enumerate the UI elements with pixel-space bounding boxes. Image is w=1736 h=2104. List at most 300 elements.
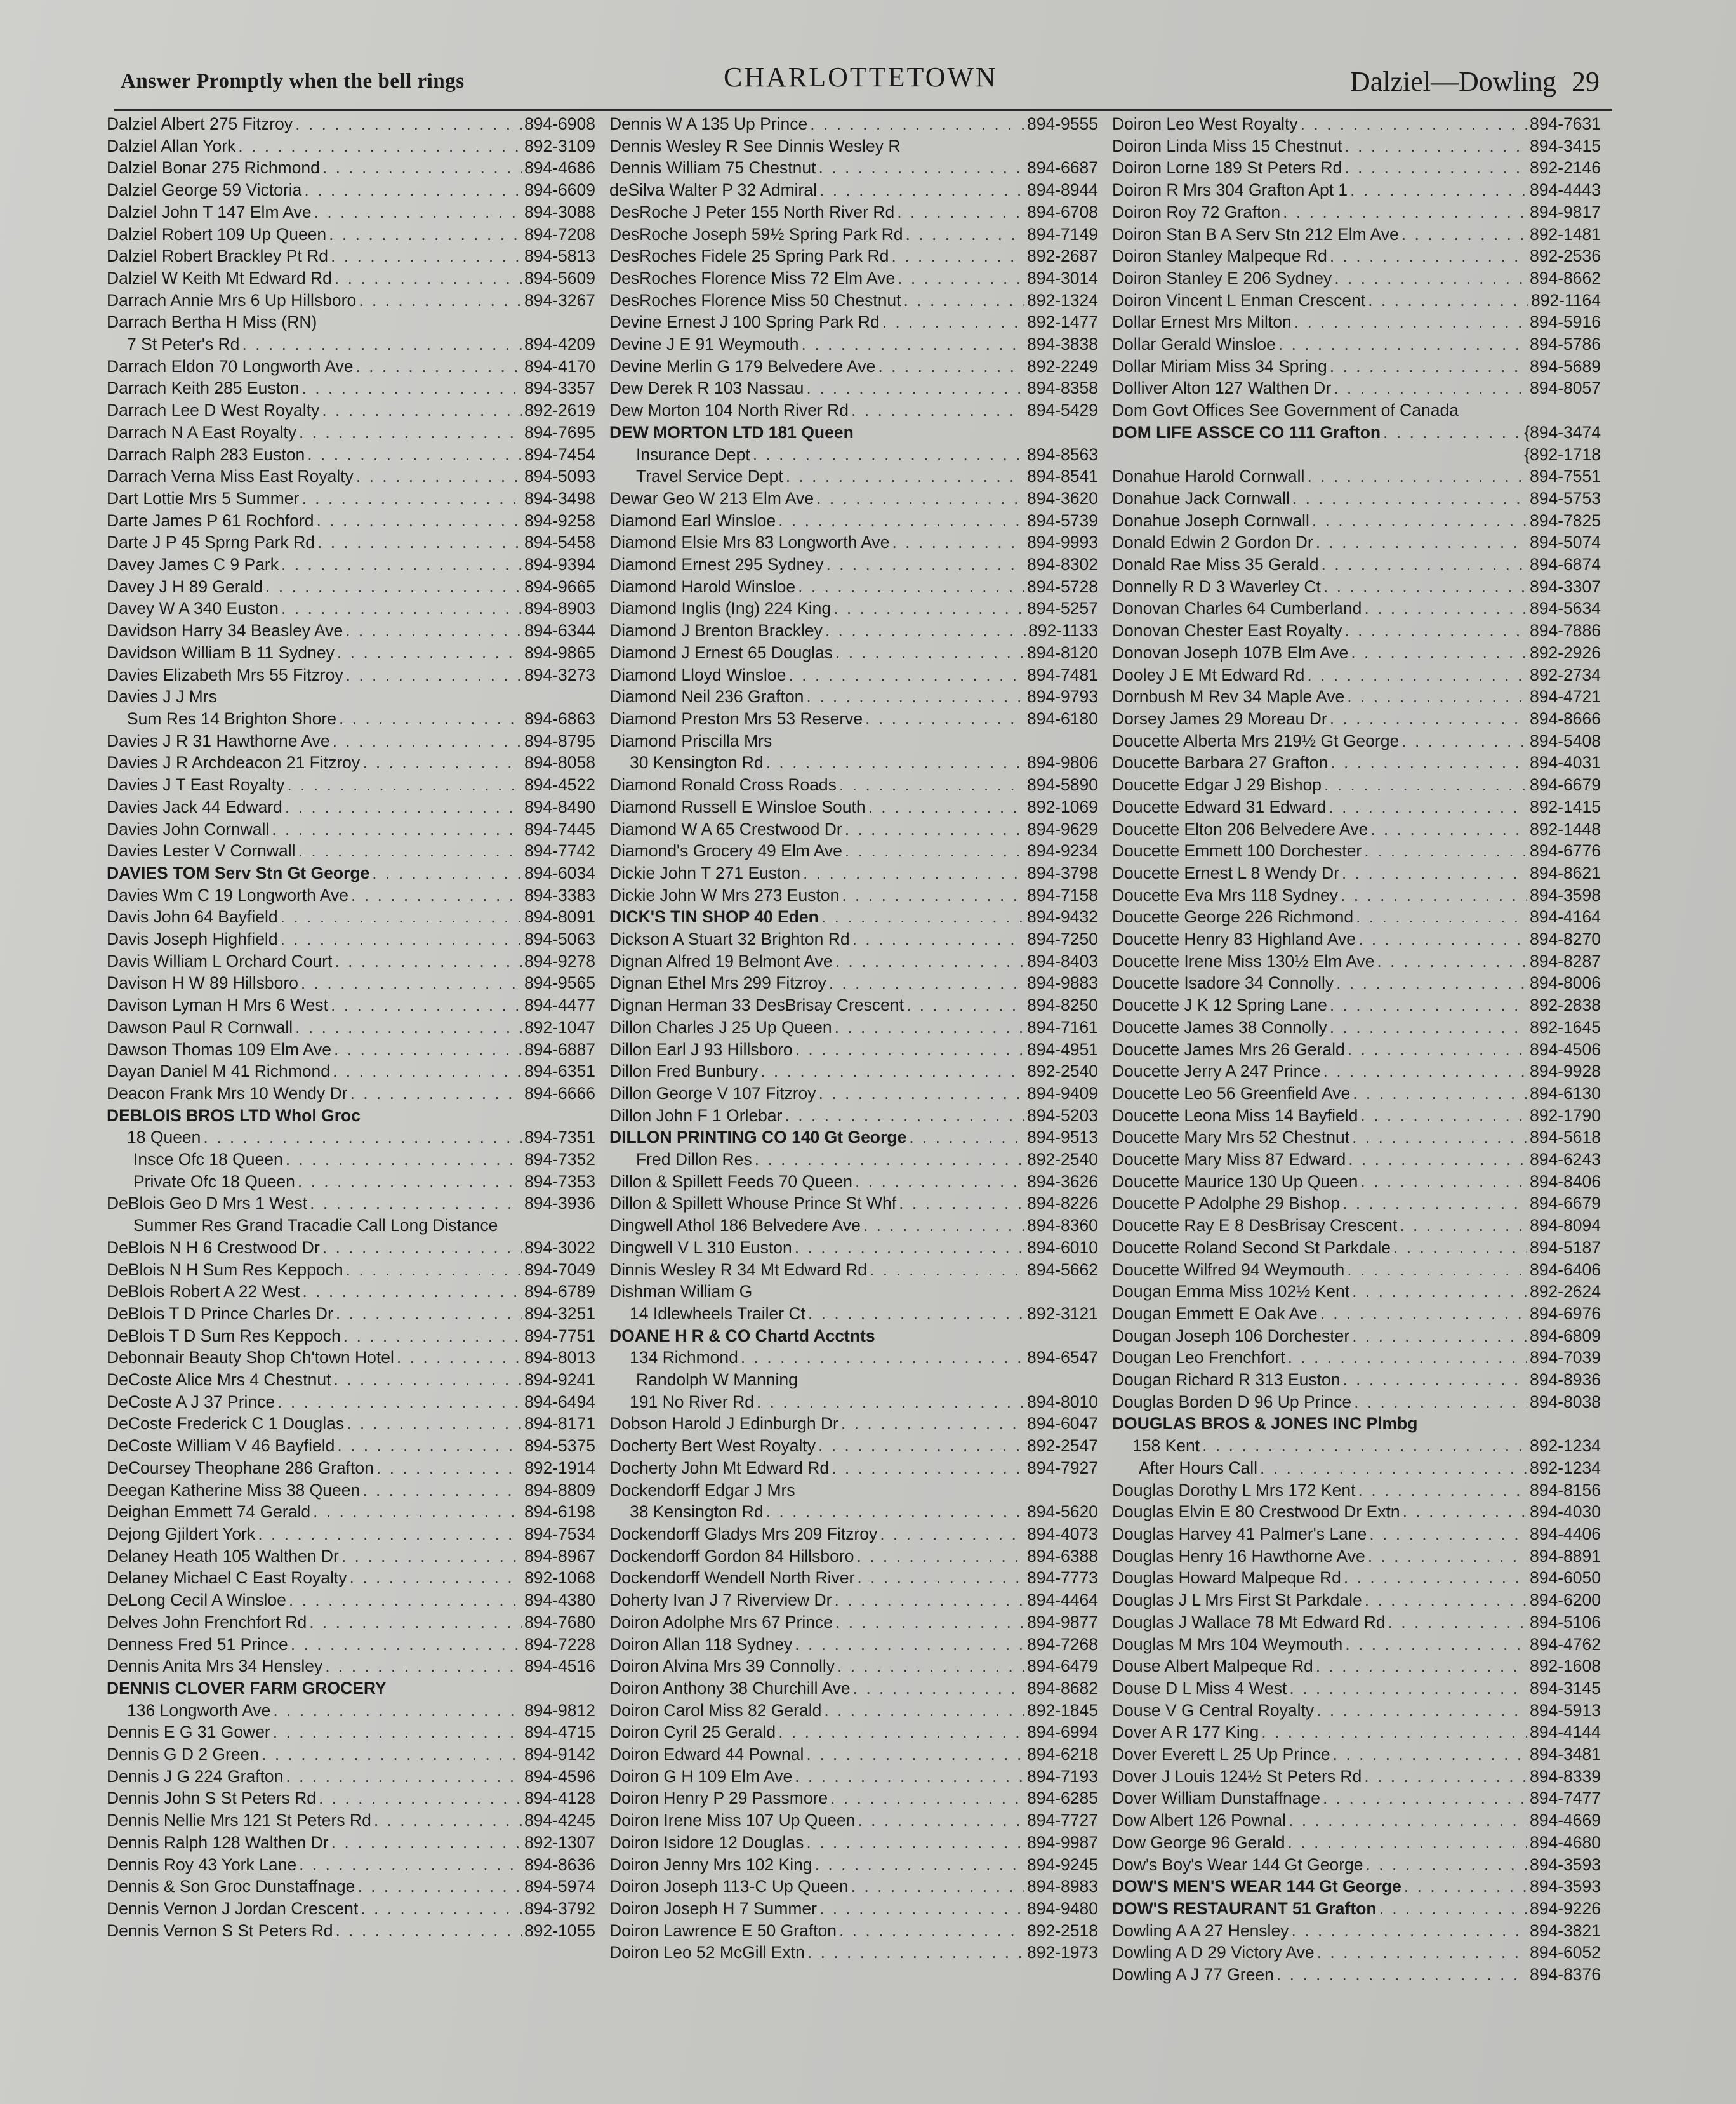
phone-number: 894-6809 [1530, 1326, 1601, 1345]
listing-entry [107, 1413, 595, 1435]
phone-number: 892-2838 [1530, 995, 1601, 1015]
listing-sub-entry [609, 1369, 1098, 1391]
listing-name: Doiron Stanley Malpeque Rd [1112, 246, 1327, 266]
listing-entry [107, 1325, 595, 1347]
listing-name: Dickie John W Mrs 273 Euston [609, 885, 840, 905]
leader-dots [741, 1347, 1024, 1369]
leader-dots [1360, 1105, 1527, 1127]
header-city: CHARLOTTETOWN [724, 62, 998, 93]
leader-dots [281, 906, 522, 928]
leader-dots [1323, 1787, 1527, 1809]
leader-dots [1347, 686, 1527, 708]
listing-entry [1112, 1105, 1601, 1127]
phone-number: 894-6776 [1530, 841, 1601, 861]
leader-dots [857, 1567, 1024, 1589]
leader-dots [334, 1039, 522, 1061]
leader-dots [1404, 1875, 1527, 1898]
leader-dots [1352, 1325, 1527, 1347]
listing-entry [107, 1259, 595, 1281]
phone-number: 894-6708 [1027, 202, 1098, 222]
listing-entry [609, 1435, 1098, 1457]
listing-sub-entry [609, 1149, 1098, 1171]
phone-number: 892-1068 [524, 1568, 595, 1588]
leader-dots [295, 1016, 522, 1039]
phone-number: 892-1069 [1027, 797, 1098, 816]
listing-name: Doiron Carol Miss 82 Gerald [609, 1700, 822, 1720]
listing-name: Doiron Jenny Mrs 102 King [609, 1854, 812, 1874]
listing-entry [107, 1589, 595, 1611]
listing-name: 136 Longworth Ave [127, 1700, 271, 1720]
listing-entry [1112, 113, 1601, 135]
phone-number: 894-7351 [524, 1128, 595, 1147]
listing-entry [1112, 554, 1601, 576]
phone-number: 894-6887 [524, 1039, 595, 1059]
leader-dots [1320, 1303, 1527, 1325]
listing-heading: DEBLOIS BROS LTD Whol Groc [107, 1105, 361, 1125]
phone-number: 894-6218 [1027, 1745, 1098, 1764]
leader-dots [1347, 1259, 1527, 1281]
phone-number: 892-2619 [524, 401, 595, 420]
phone-number: 892-1790 [1530, 1105, 1601, 1125]
leader-dots [350, 1567, 522, 1589]
listing-entry [609, 1941, 1098, 1964]
leader-dots [376, 1457, 522, 1479]
phone-number: 894-5093 [524, 467, 595, 486]
listing-heading: Dom Govt Offices See Government of Canada [1112, 401, 1459, 420]
leader-dots [897, 201, 1024, 223]
leader-dots [1358, 928, 1527, 950]
listing-name: DeBlois N H Sum Res Keppoch [107, 1260, 343, 1279]
listing-entry [609, 686, 1098, 708]
listing-continuation [609, 1347, 1098, 1369]
listing-name: Dewar Geo W 213 Elm Ave [609, 488, 814, 508]
listing-name: Dennis W A 135 Up Prince [609, 114, 808, 133]
listing-name: Donovan Chester East Royalty [1112, 621, 1342, 641]
leader-dots [851, 399, 1024, 422]
phone-number: 894-3598 [1530, 885, 1601, 905]
listing-entry [1112, 1126, 1601, 1149]
listing-entry [107, 1721, 595, 1743]
listing-name: Davies John Cornwall [107, 819, 270, 839]
listing-name: Dennis Vernon S St Peters Rd [107, 1921, 333, 1940]
leader-dots [1323, 576, 1527, 598]
phone-number: 892-2687 [1027, 246, 1098, 266]
listing-name: Doiron Stanley E 206 Sydney [1112, 268, 1332, 288]
listing-entry [1112, 1787, 1601, 1809]
listing-name: DeBlois Geo D Mrs 1 West [107, 1194, 308, 1213]
phone-number: 894-4715 [524, 1722, 595, 1742]
listing-entry [609, 179, 1098, 201]
phone-number: 894-4245 [524, 1811, 595, 1830]
phone-number: 894-9513 [1027, 1128, 1098, 1147]
leader-dots [806, 377, 1024, 399]
leader-dots [1289, 1677, 1527, 1700]
listing-entry [107, 531, 595, 554]
listing-entry [1112, 774, 1601, 796]
listing-name: Dinnis Wesley R 34 Mt Edward Rd [609, 1260, 867, 1279]
phone-number: 892-2547 [1027, 1436, 1098, 1456]
phone-number: 894-9883 [1027, 973, 1098, 993]
leader-dots [345, 620, 522, 642]
leader-dots [1323, 1060, 1527, 1082]
listing-entry [1112, 796, 1601, 818]
leader-dots [904, 290, 1024, 312]
phone-number: 894-3145 [1530, 1678, 1601, 1698]
leader-dots [1317, 1941, 1527, 1964]
listing-entry [1112, 884, 1601, 907]
listing-name: Douglas Dorothy L Mrs 172 Kent [1112, 1480, 1356, 1500]
phone-number: 894-7445 [524, 819, 595, 839]
phone-number: 894-4030 [1530, 1502, 1601, 1522]
listing-name: Dobson Harold J Edinburgh Dr [609, 1414, 838, 1434]
phone-number: 894-8983 [1027, 1877, 1098, 1896]
listing-entry [107, 1479, 595, 1501]
listing-name: Delaney Michael C East Royalty [107, 1568, 347, 1588]
leader-dots [832, 1457, 1024, 1479]
leader-dots [329, 223, 522, 246]
leader-dots [262, 1743, 522, 1766]
listing-entry [609, 642, 1098, 664]
listing-name: DeBlois T D Sum Res Keppoch [107, 1326, 341, 1345]
leader-dots [1330, 994, 1527, 1016]
phone-number: 894-5063 [524, 929, 595, 949]
phone-number: 894-3415 [1530, 136, 1601, 156]
leader-dots [837, 1655, 1024, 1677]
leader-dots [841, 1413, 1024, 1435]
listing-entry [107, 950, 595, 973]
listing-entry [1112, 223, 1601, 246]
phone-number: 894-9278 [524, 951, 595, 971]
leader-dots [1353, 1082, 1527, 1105]
listing-entry [107, 752, 595, 774]
listing-name: Doucette P Adolphe 29 Bishop [1112, 1194, 1341, 1213]
listing-name: Davey W A 340 Euston [107, 599, 279, 618]
listing-entry [609, 311, 1098, 333]
leader-dots [798, 576, 1024, 598]
leader-dots [1294, 311, 1527, 333]
listing-name: Davey James C 9 Park [107, 555, 279, 575]
listing-entry [609, 223, 1098, 246]
listing-name: DeCoste Frederick C 1 Douglas [107, 1414, 345, 1434]
leader-dots [1342, 1369, 1527, 1391]
phone-number: 894-9258 [524, 510, 595, 530]
listing-name: Dowling A A 27 Hensley [1112, 1921, 1289, 1940]
phone-number: 894-4144 [1530, 1722, 1601, 1742]
listing-name: Denness Fred 51 Prince [107, 1634, 288, 1654]
listing-name: Davis William L Orchard Court [107, 951, 333, 971]
leader-dots [341, 1545, 522, 1568]
listing-column-2 [609, 113, 1098, 1964]
listing-name: Doiron G H 109 Elm Ave [609, 1766, 793, 1786]
listing-entry [609, 840, 1098, 862]
listing-name: Doucette Irene Miss 130½ Elm Ave [1112, 951, 1375, 971]
listing-name: Deacon Frank Mrs 10 Wendy Dr [107, 1083, 348, 1103]
listing-name: Doucette George 226 Richmond [1112, 907, 1354, 927]
listing-name: Dennis & Son Groc Dunstaffnage [107, 1877, 355, 1896]
listing-name: Diamond Lloyd Winsloe [609, 665, 786, 684]
listing-name: Darrach Verna Miss East Royalty [107, 467, 354, 486]
listing-name: DeBlois N H 6 Crestwood Dr [107, 1237, 320, 1257]
phone-number: 894-3014 [1027, 268, 1098, 288]
leader-dots [374, 1809, 522, 1832]
listing-entry [609, 554, 1098, 576]
phone-number: 894-8302 [1027, 555, 1098, 575]
listing-entry [107, 862, 595, 884]
listing-name: Doiron Linda Miss 15 Chestnut [1112, 136, 1342, 156]
phone-number: 892-2249 [1027, 356, 1098, 376]
leader-dots [335, 950, 522, 973]
phone-number: 894-8682 [1027, 1678, 1098, 1698]
listing-name: Dowling A J 77 Green [1112, 1965, 1274, 1985]
phone-number: 894-9555 [1027, 114, 1098, 133]
leader-dots [806, 1832, 1024, 1854]
listing-name: Donald Edwin 2 Gordon Dr [1112, 533, 1313, 552]
leader-dots [304, 179, 522, 201]
listing-name: Darte J P 45 Sprng Park Rd [107, 533, 315, 552]
leader-dots [1316, 1700, 1527, 1722]
leader-dots [878, 356, 1024, 378]
listing-entry [1112, 135, 1601, 157]
listing-entry [107, 1787, 595, 1809]
phone-number: 894-3088 [524, 202, 595, 222]
listing-name: Diamond Russell E Winsloe South [609, 797, 866, 816]
listing-sub-entry [1112, 1457, 1601, 1479]
leader-dots [346, 664, 522, 686]
phone-number: 894-5813 [524, 246, 595, 266]
listing-name: 158 Kent [1132, 1436, 1200, 1456]
phone-number: 894-6052 [1530, 1943, 1601, 1962]
listing-entry [609, 1523, 1098, 1545]
listing-entry [609, 928, 1098, 950]
phone-number: 894-6406 [1530, 1260, 1601, 1279]
listing-name: Delaney Heath 105 Walthen Dr [107, 1546, 339, 1566]
phone-number: 892-1481 [1530, 224, 1601, 244]
phone-number: 894-8944 [1027, 180, 1098, 200]
phone-number: 892-1133 [1028, 621, 1098, 641]
leader-dots [310, 1192, 522, 1215]
leader-dots [1393, 1237, 1527, 1259]
listing-name: Darrach N A East Royalty [107, 422, 296, 442]
leader-dots [810, 113, 1024, 135]
listing-entry [107, 113, 595, 135]
phone-number: 894-8795 [524, 731, 595, 750]
leader-dots [1261, 1721, 1527, 1743]
phone-number: 894-9480 [1027, 1898, 1098, 1918]
listing-entry [107, 1920, 595, 1942]
listing-entry [609, 510, 1098, 532]
phone-number: 892-1645 [1530, 1017, 1601, 1037]
phone-number: 894-7161 [1027, 1017, 1098, 1037]
listing-entry [609, 356, 1098, 378]
leader-dots [339, 708, 522, 730]
header-range-text: Dalziel—Dowling [1349, 65, 1556, 97]
phone-number: 894-9565 [524, 973, 595, 993]
listing-name: Doiron R Mrs 304 Grafton Apt 1 [1112, 180, 1348, 200]
listing-name: Dingwell Athol 186 Belvedere Ave [609, 1216, 861, 1235]
phone-number: 894-4516 [524, 1656, 595, 1676]
leader-dots [830, 1787, 1024, 1809]
listing-entry [609, 1655, 1098, 1677]
phone-number: 894-7534 [524, 1524, 595, 1543]
leader-dots [307, 444, 522, 466]
listing-name: DeCoursey Theophane 286 Grafton [107, 1458, 374, 1477]
leader-dots [1276, 1964, 1527, 1986]
listing-entry [609, 1105, 1098, 1127]
leader-dots [281, 928, 522, 950]
leader-dots [298, 840, 522, 862]
listing-name: deSilva Walter P 32 Admiral [609, 180, 817, 200]
leader-dots [337, 642, 522, 664]
listing-heading: Davies J J Mrs [107, 687, 217, 707]
listing-name: Delves John Frenchfort Rd [107, 1612, 307, 1632]
listing-continuation [107, 708, 595, 730]
phone-number: 894-6679 [1530, 1194, 1601, 1213]
listing-name: Dillon George V 107 Fitzroy [609, 1083, 816, 1103]
leader-dots [362, 752, 522, 774]
leader-dots [898, 267, 1024, 290]
listing-entry [107, 576, 595, 598]
listing-name: Darrach Eldon 70 Longworth Ave [107, 356, 354, 376]
listing-entry [107, 444, 595, 466]
listing-name: Dillon Charles J 25 Up Queen [609, 1017, 832, 1037]
listing-entry [107, 1082, 595, 1105]
phone-number: 894-6679 [1530, 775, 1601, 795]
listing-name: Dennis Roy 43 York Lane [107, 1854, 297, 1874]
listing-heading: Dockendorff Edgar J Mrs [609, 1480, 795, 1500]
listing-name: Dockendorff Wendell North River [609, 1568, 855, 1588]
listing-entry [1112, 686, 1601, 708]
phone-number: 892-1234 [1530, 1436, 1601, 1456]
listing-sub-entry [609, 465, 1098, 488]
listing-name: Dennis John S St Peters Rd [107, 1788, 316, 1808]
listing-entry [1112, 290, 1601, 312]
leader-dots [1364, 597, 1527, 620]
phone-number: 894-3498 [524, 488, 595, 508]
phone-number: 894-9394 [524, 555, 595, 575]
listing-entry [107, 1281, 595, 1303]
leader-dots [322, 1237, 522, 1259]
listing-name: Diamond Ronald Cross Roads [609, 775, 837, 795]
listing-name: Doucette Elton 206 Belvedere Ave [1112, 819, 1368, 839]
listing-entry [609, 1039, 1098, 1061]
phone-number: 894-6874 [1530, 555, 1601, 575]
phone-number: 894-7228 [524, 1634, 595, 1654]
listing-entry [609, 1457, 1098, 1479]
listing-entry [609, 1567, 1098, 1589]
phone-number: 894-3936 [524, 1194, 595, 1213]
listing-name: Doiron Anthony 38 Churchill Ave [609, 1678, 851, 1698]
leader-dots [336, 1303, 522, 1325]
phone-number: 894-7353 [524, 1171, 595, 1191]
listing-entry [1112, 1700, 1601, 1722]
phone-number: 894-9629 [1027, 819, 1098, 839]
listing-name: Douglas M Mrs 104 Weymouth [1112, 1634, 1343, 1654]
listing-name: Dow Albert 126 Pownal [1112, 1811, 1286, 1830]
phone-number: 894-3593 [1530, 1877, 1601, 1896]
listing-entry [1112, 928, 1601, 950]
listing-name: Doiron Allan 118 Sydney [609, 1634, 793, 1654]
phone-number: 894-4464 [1027, 1590, 1098, 1610]
leader-dots [1288, 1347, 1527, 1369]
leader-dots [906, 994, 1024, 1016]
phone-number: 892-3121 [1027, 1303, 1098, 1323]
phone-number: 894-6034 [524, 863, 595, 882]
leader-dots [1352, 1126, 1527, 1149]
listing-name: Doucette Leona Miss 14 Bayfield [1112, 1105, 1358, 1125]
phone-number: 894-4128 [524, 1788, 595, 1808]
listing-entry [107, 730, 595, 752]
listing-name: Dawson Thomas 109 Elm Ave [107, 1039, 332, 1059]
leader-dots [819, 1898, 1024, 1920]
listing-name: Dickie John T 271 Euston [609, 863, 801, 882]
listing-entry [107, 664, 595, 686]
leader-dots [835, 1589, 1025, 1611]
phone-number: 894-7680 [524, 1612, 595, 1632]
listing-entry [1112, 1743, 1601, 1766]
phone-number: {892-1718 [1524, 444, 1601, 464]
phone-number: 892-1608 [1530, 1656, 1601, 1676]
listing-entry [107, 1457, 595, 1479]
listing-entry [609, 1192, 1098, 1215]
listing-heading: Dennis Wesley R See Dinnis Wesley R [609, 136, 901, 156]
leader-dots [317, 531, 522, 554]
listing-name: DeCoste William V 46 Bayfield [107, 1436, 335, 1456]
leader-dots [868, 796, 1024, 818]
leader-dots [766, 752, 1024, 774]
leader-dots [819, 157, 1025, 179]
listing-entry [1112, 664, 1601, 686]
leader-dots [906, 223, 1024, 246]
leader-dots [1342, 1192, 1527, 1215]
listing-name: Doiron Lawrence E 50 Grafton [609, 1921, 837, 1940]
phone-number: 894-9928 [1530, 1062, 1601, 1081]
listing-entry [1112, 356, 1601, 378]
listing-name: Dennis William 75 Chestnut [609, 158, 816, 178]
phone-number: 894-5429 [1027, 401, 1098, 420]
listing-name: Davis Joseph Highfield [107, 929, 278, 949]
listing-entry [107, 157, 595, 179]
phone-number: 894-7751 [524, 1326, 595, 1345]
phone-number: 894-5890 [1027, 775, 1098, 795]
listing-sub-entry [609, 444, 1098, 466]
listing-entry [1112, 488, 1601, 510]
leader-dots [816, 488, 1024, 510]
phone-number: 894-5728 [1027, 576, 1098, 596]
phone-number: 892-1973 [1027, 1943, 1098, 1962]
leader-dots [835, 1611, 1024, 1634]
leader-dots [1368, 1545, 1527, 1568]
listing-name: Dalziel Robert Brackley Pt Rd [107, 246, 329, 266]
listing-entry [609, 1082, 1098, 1105]
listing-heading: DOUGLAS BROS & JONES INC Plmbg [1112, 1414, 1418, 1434]
leader-dots [1370, 818, 1527, 841]
leader-dots [1329, 796, 1527, 818]
listing-name: Doucette Roland Second St Parkdale [1112, 1237, 1391, 1257]
leader-dots [909, 1126, 1024, 1149]
listing-entry [107, 620, 595, 642]
listing-entry [1112, 465, 1601, 488]
listing-name: DOW'S RESTAURANT 51 Grafton [1112, 1898, 1377, 1918]
leader-dots [331, 1832, 522, 1854]
phone-number: 894-6863 [524, 709, 595, 728]
phone-number: 894-8006 [1530, 973, 1601, 993]
listing-name: Diamond J Ernest 65 Douglas [609, 643, 833, 662]
listing-entry [1112, 1192, 1601, 1215]
leader-dots [1341, 884, 1527, 907]
listing-column-1 [107, 113, 595, 1941]
listing-name: Dignan Ethel Mrs 299 Fitzroy [609, 973, 826, 993]
leader-dots [1292, 488, 1527, 510]
